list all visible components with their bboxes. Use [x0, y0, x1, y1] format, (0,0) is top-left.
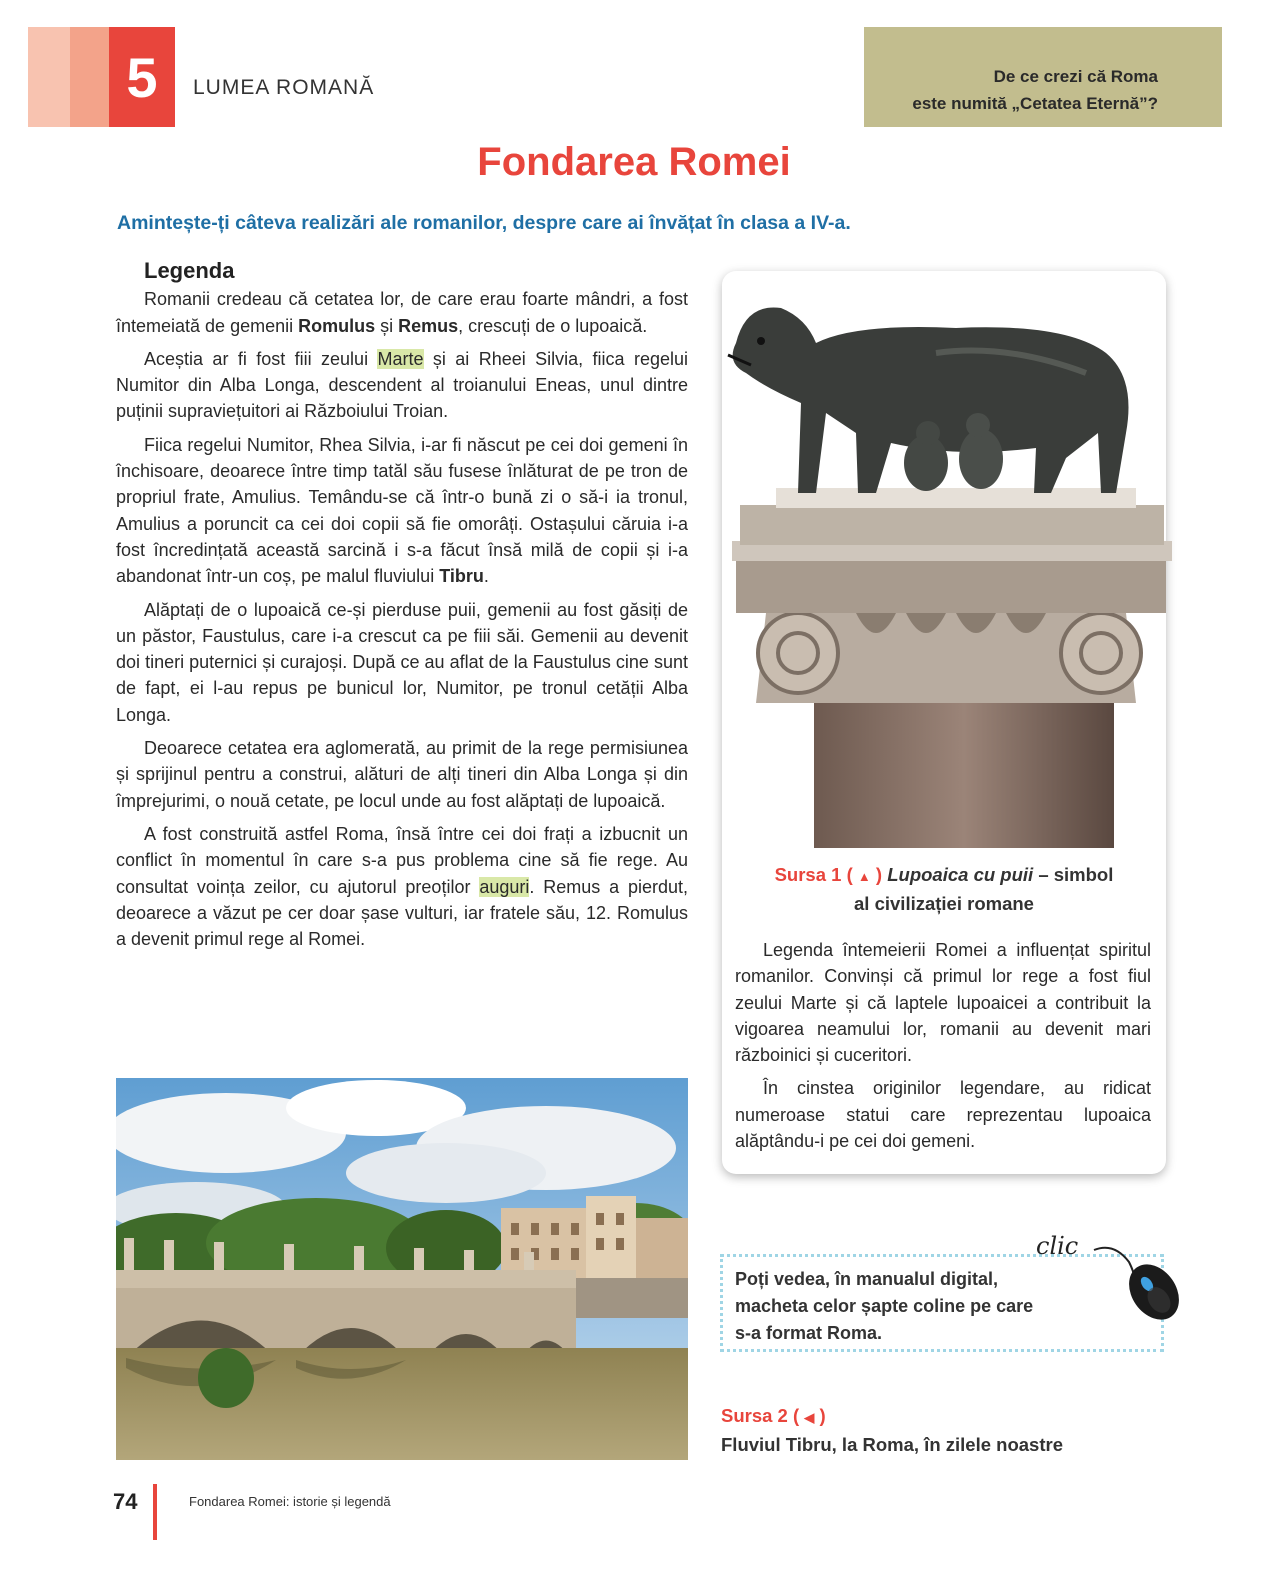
mouse-icon[interactable]: [1034, 1232, 1184, 1322]
legend-paragraph: Deoarece cetatea era aglomerată, au primit de la rege permisiunea și sprijinul pentru a construi, alături de alți tineri din Alba Longa și din împrejurimi, o nouă cetate, pe locul unde au fost alăptați de lupoaică.: [116, 738, 688, 811]
page-number: 74: [113, 1489, 138, 1514]
chapter-tab-decoration: [70, 27, 112, 127]
intro-text: Amintește-ți câteva realizări ale romanilor, despre care ai învățat în clasa a IV-a.: [117, 212, 851, 234]
digital-manual-text: Poți vedea, în manualul digital, macheta celor șapte coline pe care s-a format Roma.: [735, 1269, 1034, 1343]
page-title: Fondarea Romei: [477, 140, 791, 184]
question-box: [864, 27, 1222, 127]
source1-title: Lupoaica cu puii: [887, 864, 1034, 885]
source1-text: [735, 937, 1151, 1161]
legend-heading: Legenda: [144, 258, 235, 283]
chapter-tab-decoration: [28, 27, 74, 127]
tiber-river-photo: [116, 1078, 688, 1460]
card-paragraph: În cinstea originilor legendare, au ridicat numeroase statui care reprezentau lupoaica alăptându-i pe cei doi gemeni.: [735, 1078, 1151, 1152]
footer-divider: [153, 1484, 157, 1540]
legend-paragraph: Aceștia ar fi fost fiii zeului Marte și ai Rheei Silvia, fiica regelui Numitor din Alba Longa, descendent al troianului Eneas, unul dintre puținii supraviețuitori ai Războiului Troian.: [116, 348, 688, 422]
triangle-up-icon: ▲: [857, 869, 871, 884]
legend-paragraph: Alăptați de o lupoaică ce-și pierduse puii, gemenii au fost găsiți de un păstor, Faustulus, care i-a crescut ca pe fiii săi. Gemenii au devenit doi tineri puternici și curajoși. După ce au aflat de la Faustulus cine sunt de fapt, ei l-au repus pe bunicul lor, Numitor, pe tronul cetății Alba Longa.: [116, 599, 688, 725]
she-wolf-statue-photo: [706, 283, 1176, 848]
glossary-term-marte[interactable]: Marte: [377, 348, 424, 369]
legend-paragraph: Romanii credeau că cetatea lor, de care erau foarte mândri, a fost întemeiată de gemenii Romulus și Remus, crescuți de o lupoaică.: [116, 289, 688, 336]
legend-paragraph: A fost construită astfel Roma, însă între cei doi frați a izbucnit un conflict în momentul în care s-a pus problema cine să fie rege. Au consultat voința zeilor, cu ajutorul preoților auguri. Remus a pierdut, deoarece a văzut pe cer doar șase vulturi, iar fratele său, 12. Romulus a devenit primul rege al Romei.: [116, 823, 688, 950]
legend-section: [116, 258, 688, 959]
card-paragraph: Legenda întemeierii Romei a influențat spiritul romanilor. Convinși că primul lor rege a fost fiul zeului Marte și că laptele lupoaicei a contribuit la vigoarea neamului lor, romanii au devenit mari războinici și cuceritori.: [735, 940, 1151, 1066]
clic-label: clic: [1036, 1232, 1079, 1260]
footer-text: Fondarea Romei: istorie și legendă: [189, 1494, 391, 1509]
source2-label: Sursa 2 ( ◀ ): [721, 1405, 826, 1426]
question-text: De ce crezi că Roma este numită „Cetatea Eternă”?: [912, 67, 1158, 113]
triangle-left-icon: ◀: [804, 1410, 815, 1425]
chapter-title: LUMEA ROMANĂ: [193, 76, 375, 99]
glossary-term-auguri[interactable]: auguri: [479, 876, 530, 897]
legend-paragraph: Fiica regelui Numitor, Rhea Silvia, i-ar fi născut pe cei doi gemeni în închisoare, deoarece între timp tatăl său fusese înlăturat de pe tron de propriul frate, Amulius. Temându-se că într-o bună zi o să-i ia tronul, Amulius a poruncit ca cei doi copii să fie omorâți. Ostașului căruia i-a fost încredințată această sarcină i s-a făcut însă milă de copii și i-a abandonat într-un coș, pe malul fluviului Tibru.: [116, 434, 688, 587]
source2-caption: Fluviul Tibru, la Roma, în zilele noastre: [721, 1434, 1063, 1455]
source1-caption: Sursa 1 ( ▲ ) Lupoaica cu puii – simbol al civilizației romane: [774, 864, 1114, 914]
chapter-number: 5: [109, 27, 175, 127]
